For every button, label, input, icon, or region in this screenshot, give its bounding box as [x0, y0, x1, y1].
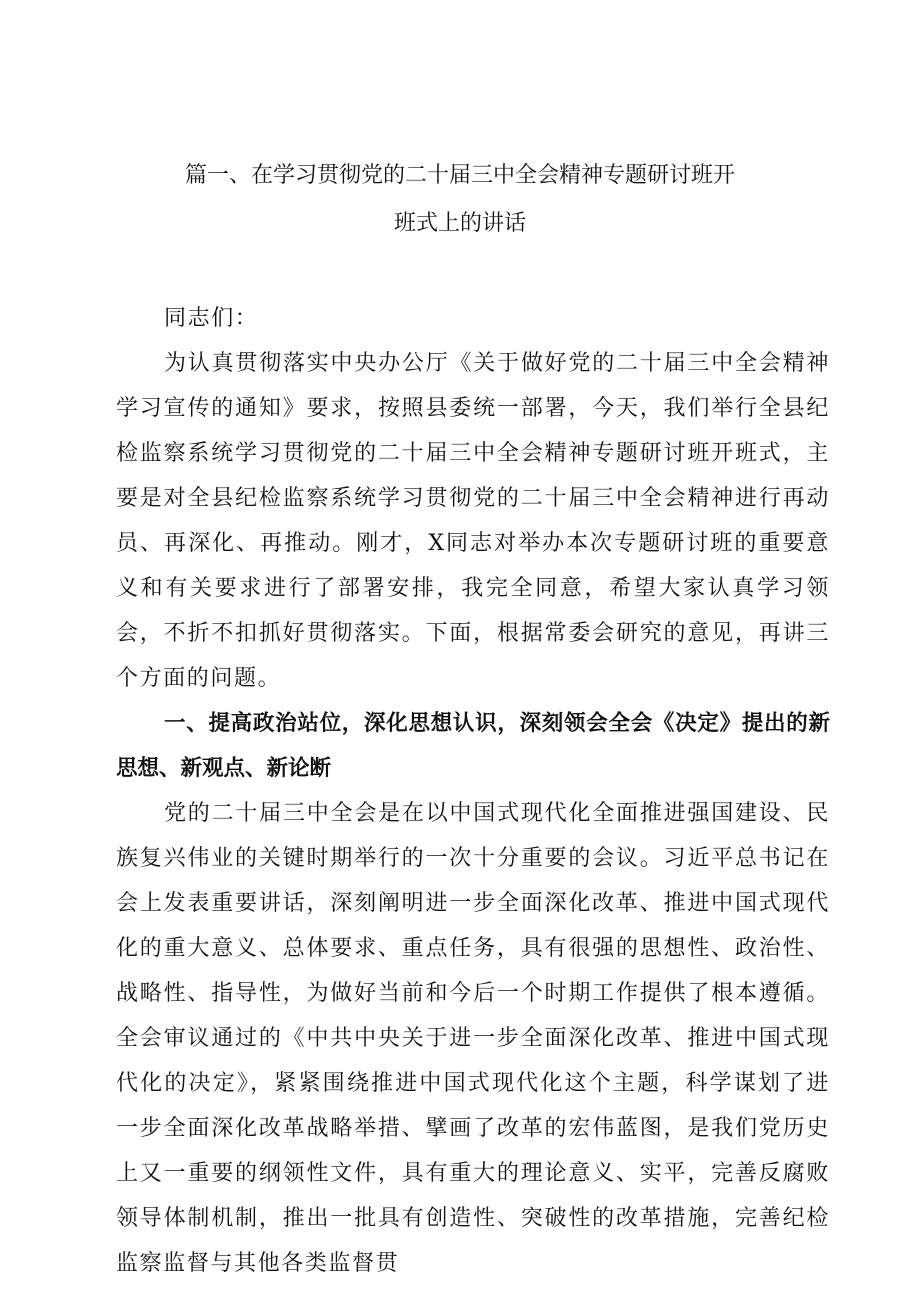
title-line-2: 班式上的讲话 [393, 211, 526, 236]
document-title [0, 152, 920, 248]
section-heading-1: 一、提高政治站位，深化思想认识，深刻领会全会《决定》提出的新思想、新观点、新论断 [116, 711, 830, 781]
paragraph-intro: 为认真贯彻落实中央办公厅《关于做好党的二十届三中全会精神学习宣传的通知》要求，按照县委统一部署，今天，我们举行全县纪检监察系统学习贯彻党的二十届三中全会精神专题研讨班开班式，主要是对全县纪检监察系统学习贯彻党的二十届三中全会精神进行再动员、再深化、再推动。刚才，X同志对举办本次专题研讨班的重要意义和有关要求进行了部署安排，我完全同意，希望大家认真学习领会，不折不扣抓好贯彻落实。下面，根据常委会研究的意见，再讲三个方面的问题。 [116, 351, 830, 691]
document-body [116, 296, 830, 1286]
greeting: 同志们： [164, 306, 259, 331]
paragraph-section-1: 党的二十届三中全会是在以中国式现代化全面推进强国建设、民族复兴伟业的关键时期举行的一次十分重要的会议。习近平总书记在会上发表重要讲话，深刻阐明进一步全面深化改革、推进中国式现代化的重大意义、总体要求、重点任务，具有很强的思想性、政治性、战略性、指导性，为做好当前和今后一个时期工作提供了根本遵循。全会审议通过的《中共中央关于进一步全面深化改革、推进中国式现代化的决定》，紧紧围绕推进中国式现代化这个主题，科学谋划了进一步全面深化改革战略举措、擘画了改革的宏伟蓝图，是我们党历史上又一重要的纲领性文件，具有重大的理论意义、实平，完善反腐败领导体制机制，推出一批具有创造性、突破性的改革措施，完善纪检监察监督与其他各类监督贯 [116, 801, 830, 1276]
title-line-1: 篇一、在学习贯彻党的二十届三中全会精神专题研讨班开 [184, 163, 735, 188]
